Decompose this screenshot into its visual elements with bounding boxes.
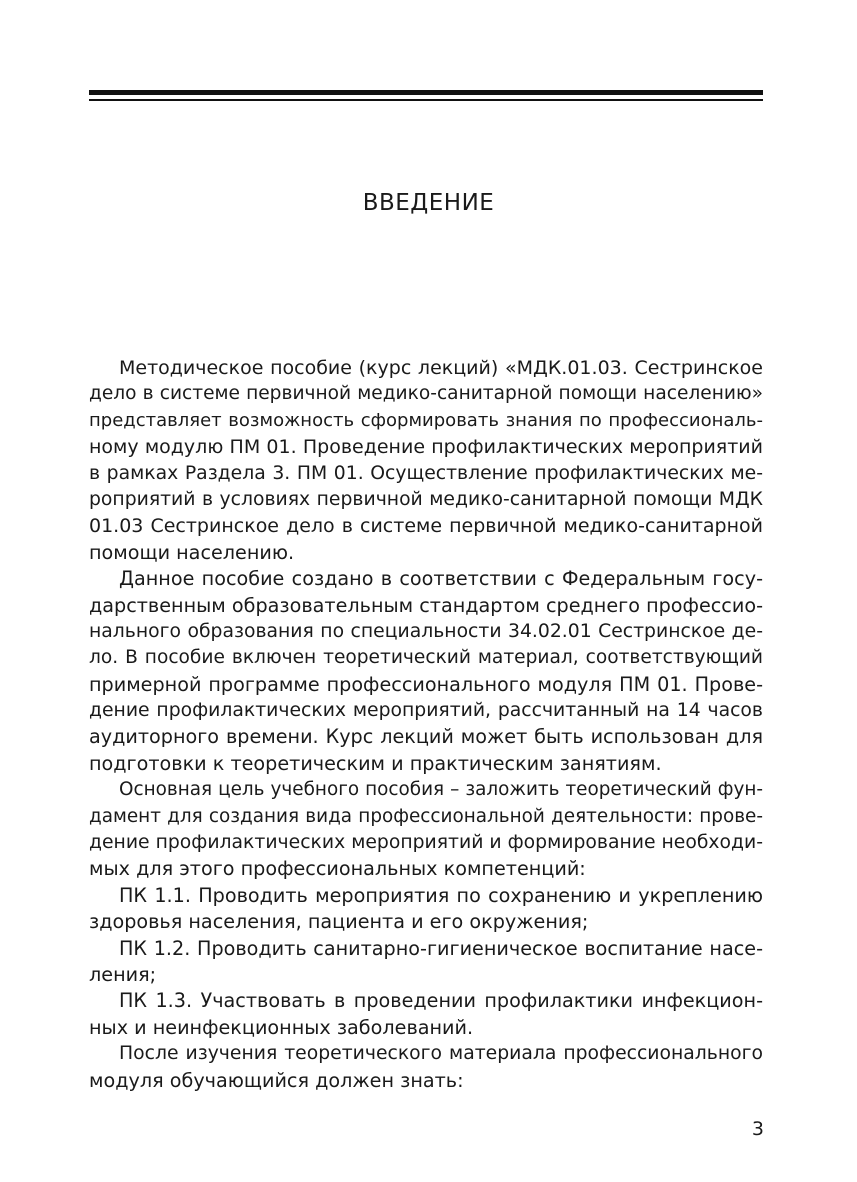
- text-line: ло. В пособие включен теоретический материал, соответствующий: [89, 647, 763, 669]
- text-line: подготовки к теоретическим и практическим занятиям.: [89, 751, 662, 775]
- text-line: роприятий в условиях первичной медико-санитарной помощи МДК: [89, 488, 763, 510]
- text-line: дамент для создания вида профессиональной деятельности: прове-: [89, 805, 763, 827]
- body-text: [89, 355, 763, 1094]
- text-line: ПК 1.1. Проводить мероприятия по сохранению и укреплению: [119, 883, 763, 907]
- text-line: нального образования по специальности 34.02.01 Сестринское де-: [89, 620, 763, 642]
- text-line: ному модулю ПМ 01. Проведение профилактических мероприятий: [89, 436, 763, 459]
- header-rule-thick: [89, 90, 763, 95]
- text-line: ления;: [89, 962, 157, 986]
- text-line: здоровья населения, пациента и его окружения;: [89, 910, 589, 934]
- text-line: ных и неинфекционных заболеваний.: [89, 1015, 474, 1039]
- text-line: примерной программе профессионального модуля ПМ 01. Прове-: [89, 672, 763, 696]
- text-line: дарственным образовательным стандартом среднего профессио-: [89, 593, 763, 617]
- text-line: Основная цель учебного пособия – заложить теоретический фун-: [119, 779, 763, 801]
- text-line: Методическое пособие (курс лекций) «МДК.01.03. Сестринское: [119, 357, 763, 379]
- text-line: представляет возможность сформировать знания по профессиональ-: [89, 409, 763, 431]
- text-line: модуля обучающийся должен знать:: [89, 1068, 464, 1092]
- text-line: дение профилактических мероприятий, рассчитанный на 14 часов: [89, 700, 763, 722]
- text-line: дело в системе первичной медико-санитарной помощи населению»: [89, 383, 763, 405]
- text-line: Данное пособие создано в соответствии с Федеральным госу-: [119, 567, 763, 591]
- header-rule-thin: [89, 99, 763, 101]
- text-line: дение профилактических мероприятий и формирование необходи-: [89, 832, 763, 854]
- text-line: аудиторного времени. Курс лекций может быть использован для: [89, 725, 763, 749]
- text-line: После изучения теоретического материала профессионального: [119, 1043, 763, 1065]
- text-line: мых для этого профессиональных компетенций:: [89, 857, 586, 881]
- text-line: ПК 1.2. Проводить санитарно-гигиеническое воспитание насе-: [119, 936, 763, 960]
- page-number: 3: [751, 1118, 764, 1140]
- text-line: помощи населению.: [89, 540, 295, 564]
- text-line: 01.03 Сестринское дело в системе первичной медико-санитарной: [89, 515, 763, 538]
- text-line: ПК 1.3. Участвовать в проведении профилактики инфекцион-: [119, 989, 763, 1013]
- text-line: в рамках Раздела 3. ПМ 01. Осуществление профилактических ме-: [89, 462, 763, 484]
- chapter-heading: ВВЕДЕНИЕ: [362, 190, 495, 216]
